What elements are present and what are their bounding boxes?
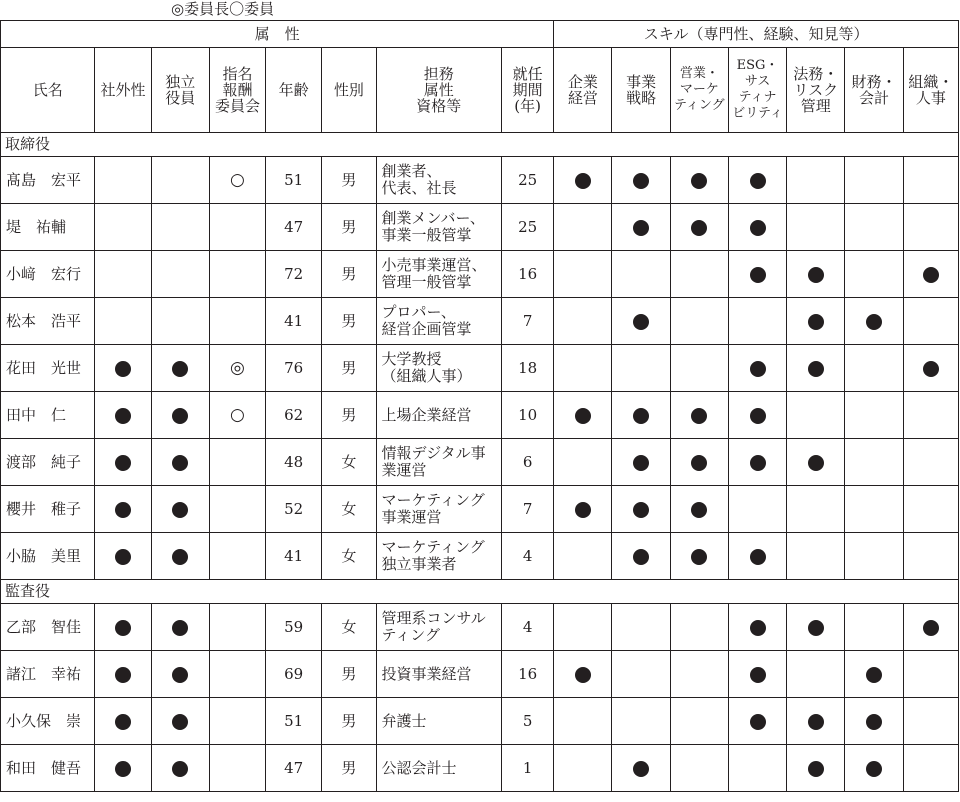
independent-flag (151, 651, 209, 698)
member-age: 69 (266, 651, 322, 698)
committee-mark: ○ (209, 157, 265, 204)
skill-marketing-cell (670, 439, 728, 486)
skill-management-cell (554, 392, 612, 439)
skill-management-cell (554, 698, 612, 745)
member-role: 大学教授 （組織人事） (376, 345, 502, 392)
member-tenure: 25 (502, 204, 554, 251)
skill-management-cell (554, 298, 612, 345)
member-age: 76 (266, 345, 322, 392)
filled-dot-mark (172, 361, 188, 377)
outside-flag (95, 392, 151, 439)
skill-finance-cell (845, 439, 903, 486)
filled-dot-mark (115, 549, 131, 565)
header-outside: 社外性 (95, 48, 151, 133)
skill-esg-cell (728, 392, 786, 439)
member-role: 上場企業経営 (376, 392, 502, 439)
committee-mark (209, 533, 265, 580)
header-committee: 指名 報酬 委員会 (209, 48, 265, 133)
outside-flag (95, 533, 151, 580)
member-tenure: 7 (502, 486, 554, 533)
skill-esg-cell (728, 745, 786, 792)
skill-esg-cell (728, 345, 786, 392)
skill-esg-cell (728, 157, 786, 204)
skill-dot-mark (866, 761, 882, 777)
member-age: 47 (266, 745, 322, 792)
column-header-row (1, 48, 959, 133)
member-age: 62 (266, 392, 322, 439)
skill-legal-cell (787, 345, 845, 392)
independent-flag (151, 392, 209, 439)
member-role: 小売事業運営、 管理一般管掌 (376, 251, 502, 298)
filled-dot-mark (115, 667, 131, 683)
skill-strategy-cell (612, 745, 670, 792)
skill-marketing-cell (670, 486, 728, 533)
member-name: 髙島 宏平 (1, 157, 95, 204)
skill-legal-cell (787, 745, 845, 792)
member-tenure: 25 (502, 157, 554, 204)
skill-finance-cell (845, 533, 903, 580)
committee-mark (209, 251, 265, 298)
member-tenure: 6 (502, 439, 554, 486)
skill-management-cell (554, 345, 612, 392)
header-gender: 性別 (322, 48, 376, 133)
skill-management-cell (554, 204, 612, 251)
skill-dot-mark (750, 267, 766, 283)
skill-hr-cell (903, 439, 958, 486)
skill-strategy-cell (612, 204, 670, 251)
member-age: 41 (266, 298, 322, 345)
skill-management-cell (554, 251, 612, 298)
skill-dot-mark (923, 620, 939, 636)
member-tenure: 4 (502, 604, 554, 651)
member-gender: 女 (322, 486, 376, 533)
skill-strategy-cell (612, 439, 670, 486)
member-tenure: 16 (502, 251, 554, 298)
skill-dot-mark (808, 714, 824, 730)
committee-mark (209, 745, 265, 792)
skill-finance-cell (845, 204, 903, 251)
skill-dot-mark (923, 267, 939, 283)
outside-flag (95, 604, 151, 651)
skill-dot-mark (750, 620, 766, 636)
skill-finance-cell (845, 698, 903, 745)
skill-marketing-cell (670, 251, 728, 298)
skill-dot-mark (808, 267, 824, 283)
member-name: 諸江 幸祐 (1, 651, 95, 698)
independent-flag (151, 157, 209, 204)
skill-marketing-cell (670, 392, 728, 439)
skill-marketing-cell (670, 298, 728, 345)
skill-dot-mark (750, 455, 766, 471)
skill-management-cell (554, 651, 612, 698)
skill-hr-cell (903, 204, 958, 251)
skill-hr-cell (903, 251, 958, 298)
section-label-directors: 取締役 (1, 133, 959, 157)
skill-finance-cell (845, 486, 903, 533)
independent-flag (151, 533, 209, 580)
skill-dot-mark (750, 714, 766, 730)
skill-dot-mark (691, 502, 707, 518)
member-name: 渡部 純子 (1, 439, 95, 486)
member-age: 51 (266, 698, 322, 745)
skill-finance-cell (845, 251, 903, 298)
skill-strategy-cell (612, 533, 670, 580)
skill-legal-cell (787, 486, 845, 533)
skill-dot-mark (866, 314, 882, 330)
skill-hr-cell (903, 392, 958, 439)
member-role: 管理系コンサル ティング (376, 604, 502, 651)
member-role: 情報デジタル事 業運営 (376, 439, 502, 486)
skill-dot-mark (750, 220, 766, 236)
skill-dot-mark (691, 455, 707, 471)
outside-flag (95, 345, 151, 392)
independent-flag (151, 251, 209, 298)
skill-esg-cell (728, 251, 786, 298)
table-row (1, 533, 959, 580)
header-name: 氏名 (1, 48, 95, 133)
outside-flag (95, 251, 151, 298)
committee-mark: ○ (209, 392, 265, 439)
independent-flag (151, 345, 209, 392)
section-label-auditors: 監査役 (1, 580, 959, 604)
skill-strategy-cell (612, 604, 670, 651)
member-role: プロパー、 経営企画管掌 (376, 298, 502, 345)
skill-esg-cell (728, 486, 786, 533)
skill-legal-cell (787, 298, 845, 345)
skill-dot-mark (633, 173, 649, 189)
attributes-group-header: 属 性 (1, 21, 554, 48)
skill-management-cell (554, 604, 612, 651)
skill-hr-cell (903, 345, 958, 392)
skill-hr-cell (903, 298, 958, 345)
skill-esg-cell (728, 439, 786, 486)
header-role: 担務 属性 資格等 (376, 48, 502, 133)
member-name: 小久保 崇 (1, 698, 95, 745)
member-gender: 女 (322, 533, 376, 580)
member-tenure: 10 (502, 392, 554, 439)
header-independent: 独立 役員 (151, 48, 209, 133)
skill-esg-cell (728, 204, 786, 251)
skill-marketing-cell (670, 533, 728, 580)
member-role: マーケティング 独立事業者 (376, 533, 502, 580)
table-row (1, 345, 959, 392)
skill-dot-mark (575, 667, 591, 683)
member-name: 乙部 智佳 (1, 604, 95, 651)
skill-dot-mark (808, 761, 824, 777)
outside-flag (95, 204, 151, 251)
header-skill-finance: 財務・ 会計 (845, 48, 903, 133)
skill-strategy-cell (612, 392, 670, 439)
skill-management-cell (554, 439, 612, 486)
committee-mark (209, 486, 265, 533)
member-tenure: 7 (502, 298, 554, 345)
header-skill-esg: ESG・ サス ティナ ビリティ (728, 48, 786, 133)
skill-dot-mark (633, 408, 649, 424)
skill-dot-mark (633, 314, 649, 330)
header-skill-strategy: 事業 戦略 (612, 48, 670, 133)
independent-flag (151, 698, 209, 745)
table-row (1, 392, 959, 439)
skill-strategy-cell (612, 651, 670, 698)
header-tenure: 就任 期間 (年) (502, 48, 554, 133)
skill-strategy-cell (612, 345, 670, 392)
skill-dot-mark (808, 361, 824, 377)
skill-strategy-cell (612, 698, 670, 745)
skill-legal-cell (787, 204, 845, 251)
member-gender: 男 (322, 651, 376, 698)
skill-marketing-cell (670, 345, 728, 392)
member-name: 櫻井 稚子 (1, 486, 95, 533)
filled-dot-mark (172, 761, 188, 777)
skill-dot-mark (750, 549, 766, 565)
table-row (1, 298, 959, 345)
header-skill-marketing: 営業・ マーケ ティング (670, 48, 728, 133)
committee-mark (209, 439, 265, 486)
member-gender: 男 (322, 392, 376, 439)
skill-management-cell (554, 745, 612, 792)
skill-legal-cell (787, 651, 845, 698)
skill-dot-mark (633, 455, 649, 471)
skill-hr-cell (903, 533, 958, 580)
outside-flag (95, 698, 151, 745)
member-tenure: 1 (502, 745, 554, 792)
table-row (1, 157, 959, 204)
skill-dot-mark (691, 220, 707, 236)
skill-strategy-cell (612, 157, 670, 204)
member-gender: 男 (322, 157, 376, 204)
member-tenure: 5 (502, 698, 554, 745)
outside-flag (95, 651, 151, 698)
skill-dot-mark (750, 361, 766, 377)
filled-dot-mark (115, 502, 131, 518)
table-row (1, 745, 959, 792)
skill-hr-cell (903, 745, 958, 792)
filled-dot-mark (172, 408, 188, 424)
independent-flag (151, 298, 209, 345)
committee-mark (209, 298, 265, 345)
member-tenure: 18 (502, 345, 554, 392)
independent-flag (151, 486, 209, 533)
filled-dot-mark (115, 714, 131, 730)
member-age: 47 (266, 204, 322, 251)
skill-dot-mark (923, 361, 939, 377)
skill-marketing-cell (670, 604, 728, 651)
outside-flag (95, 439, 151, 486)
skill-finance-cell (845, 745, 903, 792)
filled-dot-mark (172, 455, 188, 471)
section-row-directors (1, 133, 959, 157)
skill-esg-cell (728, 533, 786, 580)
skill-dot-mark (691, 408, 707, 424)
table-row (1, 604, 959, 651)
member-age: 59 (266, 604, 322, 651)
member-role: 創業者、 代表、社長 (376, 157, 502, 204)
table-row (1, 204, 959, 251)
skill-esg-cell (728, 298, 786, 345)
member-name: 松本 浩平 (1, 298, 95, 345)
skill-legal-cell (787, 604, 845, 651)
skill-dot-mark (633, 220, 649, 236)
skill-management-cell (554, 486, 612, 533)
independent-flag (151, 745, 209, 792)
skills-matrix-table (0, 20, 959, 792)
skill-strategy-cell (612, 298, 670, 345)
independent-flag (151, 204, 209, 251)
committee-mark (209, 604, 265, 651)
member-role: 投資事業経営 (376, 651, 502, 698)
skill-legal-cell (787, 251, 845, 298)
section-row-auditors (1, 580, 959, 604)
skill-management-cell (554, 157, 612, 204)
member-tenure: 16 (502, 651, 554, 698)
skill-dot-mark (575, 502, 591, 518)
skill-legal-cell (787, 157, 845, 204)
skills-group-header: スキル（専門性、経験、知見等） (554, 21, 959, 48)
skill-finance-cell (845, 298, 903, 345)
member-name: 和田 健吾 (1, 745, 95, 792)
outside-flag (95, 298, 151, 345)
group-header-row (1, 21, 959, 48)
member-age: 52 (266, 486, 322, 533)
member-gender: 男 (322, 745, 376, 792)
member-name: 小﨑 宏行 (1, 251, 95, 298)
member-gender: 男 (322, 298, 376, 345)
skill-finance-cell (845, 157, 903, 204)
skill-dot-mark (750, 408, 766, 424)
member-age: 41 (266, 533, 322, 580)
skill-dot-mark (750, 667, 766, 683)
table-row (1, 486, 959, 533)
skill-dot-mark (691, 173, 707, 189)
skill-esg-cell (728, 651, 786, 698)
skill-dot-mark (691, 549, 707, 565)
filled-dot-mark (172, 667, 188, 683)
committee-mark (209, 698, 265, 745)
outside-flag (95, 745, 151, 792)
member-age: 48 (266, 439, 322, 486)
table-row (1, 439, 959, 486)
skill-management-cell (554, 533, 612, 580)
skill-marketing-cell (670, 204, 728, 251)
member-gender: 男 (322, 345, 376, 392)
member-role: 公認会計士 (376, 745, 502, 792)
member-name: 小脇 美里 (1, 533, 95, 580)
skill-esg-cell (728, 604, 786, 651)
member-age: 72 (266, 251, 322, 298)
skill-dot-mark (750, 173, 766, 189)
filled-dot-mark (115, 361, 131, 377)
skill-dot-mark (808, 455, 824, 471)
header-age: 年齢 (266, 48, 322, 133)
skill-legal-cell (787, 392, 845, 439)
skill-dot-mark (633, 761, 649, 777)
table-row (1, 698, 959, 745)
filled-dot-mark (115, 408, 131, 424)
member-gender: 男 (322, 251, 376, 298)
member-gender: 男 (322, 204, 376, 251)
skill-finance-cell (845, 651, 903, 698)
member-gender: 男 (322, 698, 376, 745)
filled-dot-mark (172, 714, 188, 730)
skill-dot-mark (866, 667, 882, 683)
member-name: 花田 光世 (1, 345, 95, 392)
filled-dot-mark (115, 620, 131, 636)
skill-hr-cell (903, 157, 958, 204)
committee-mark (209, 204, 265, 251)
member-age: 51 (266, 157, 322, 204)
skill-legal-cell (787, 439, 845, 486)
skill-marketing-cell (670, 698, 728, 745)
filled-dot-mark (115, 455, 131, 471)
skill-hr-cell (903, 604, 958, 651)
skill-marketing-cell (670, 157, 728, 204)
committee-mark: ◎ (209, 345, 265, 392)
skill-finance-cell (845, 604, 903, 651)
skill-dot-mark (633, 502, 649, 518)
outside-flag (95, 486, 151, 533)
filled-dot-mark (172, 620, 188, 636)
skill-dot-mark (575, 173, 591, 189)
table-row (1, 251, 959, 298)
skill-dot-mark (808, 314, 824, 330)
member-name: 堤 祐輔 (1, 204, 95, 251)
committee-mark (209, 651, 265, 698)
skill-dot-mark (808, 620, 824, 636)
member-role: マーケティング 事業運営 (376, 486, 502, 533)
table-row (1, 651, 959, 698)
member-gender: 女 (322, 439, 376, 486)
skill-marketing-cell (670, 745, 728, 792)
skill-esg-cell (728, 698, 786, 745)
legend: ◎委員長〇委員 (171, 0, 275, 18)
skill-dot-mark (575, 408, 591, 424)
skill-hr-cell (903, 651, 958, 698)
member-name: 田中 仁 (1, 392, 95, 439)
header-skill-management: 企業 経営 (554, 48, 612, 133)
header-skill-hr: 組織・ 人事 (903, 48, 958, 133)
filled-dot-mark (115, 761, 131, 777)
skill-strategy-cell (612, 251, 670, 298)
filled-dot-mark (172, 549, 188, 565)
outside-flag (95, 157, 151, 204)
skill-dot-mark (633, 549, 649, 565)
header-skill-legal: 法務・ リスク 管理 (787, 48, 845, 133)
member-role: 弁護士 (376, 698, 502, 745)
skill-strategy-cell (612, 486, 670, 533)
member-gender: 女 (322, 604, 376, 651)
independent-flag (151, 604, 209, 651)
member-tenure: 4 (502, 533, 554, 580)
skill-hr-cell (903, 486, 958, 533)
skill-finance-cell (845, 392, 903, 439)
independent-flag (151, 439, 209, 486)
skill-legal-cell (787, 698, 845, 745)
skill-finance-cell (845, 345, 903, 392)
member-role: 創業メンバー、 事業一般管掌 (376, 204, 502, 251)
skill-marketing-cell (670, 651, 728, 698)
skill-hr-cell (903, 698, 958, 745)
skill-legal-cell (787, 533, 845, 580)
skill-dot-mark (866, 714, 882, 730)
filled-dot-mark (172, 502, 188, 518)
